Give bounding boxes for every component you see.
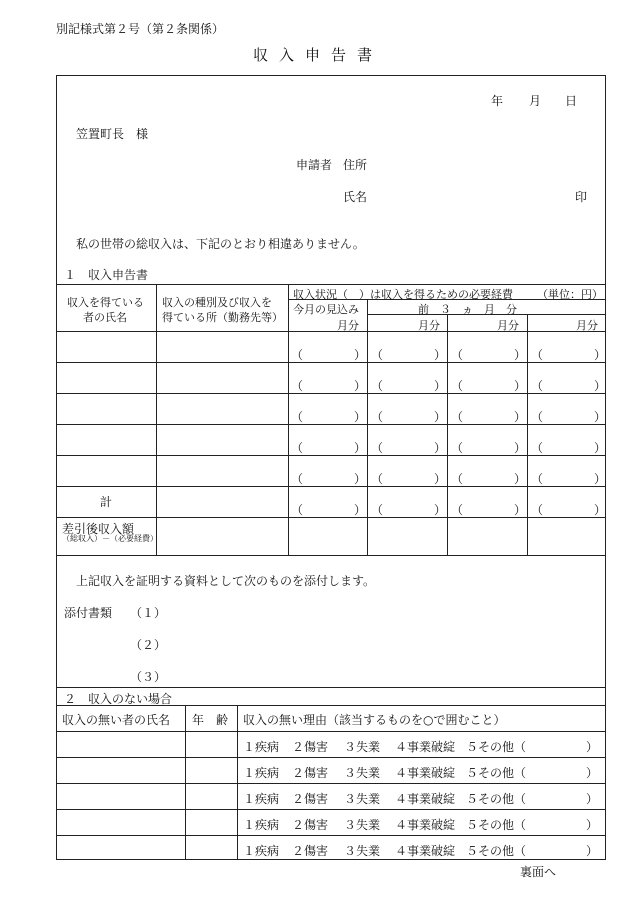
net-income-label: 差引後収入額 (62, 522, 135, 536)
applicant-label: 申請者 (296, 158, 333, 172)
reason-option[interactable]: ２傷害 (292, 792, 329, 806)
reason-option[interactable]: ３失業 (344, 740, 381, 754)
paren-close: ） (354, 379, 367, 393)
reason-paren-close: ） (586, 844, 599, 858)
attachment-item-3: （３） (130, 670, 167, 684)
reason-option[interactable]: １疾病 (243, 740, 280, 754)
reason-option[interactable]: ２傷害 (292, 818, 329, 832)
grid-line (56, 783, 606, 784)
paren-open: （ (371, 348, 384, 362)
paren-open: （ (531, 472, 544, 486)
prev-month-1-unit: 月分 (418, 319, 440, 332)
paren-close: ） (354, 348, 367, 362)
paren-close: ） (514, 379, 527, 393)
paren-open: （ (451, 348, 464, 362)
paren-close: ） (354, 472, 367, 486)
paren-close: ） (594, 410, 607, 424)
paren-open: （ (371, 472, 384, 486)
col-type-header-line1: 収入の種別及び収入を (162, 296, 272, 309)
paren-open: （ (371, 410, 384, 424)
paren-close: ） (434, 503, 447, 517)
attachment-statement: 上記収入を証明する資料として次のものを添付します。 (76, 574, 376, 588)
paren-open: （ (291, 503, 304, 517)
paren-close: ） (514, 503, 527, 517)
paren-open: （ (291, 379, 304, 393)
paren-open: （ (531, 503, 544, 517)
grid-line (56, 809, 606, 810)
paren-close: ） (594, 441, 607, 455)
paren-close: ） (434, 441, 447, 455)
reason-option[interactable]: １疾病 (243, 844, 280, 858)
paren-open: （ (531, 410, 544, 424)
section1-heading: １ 収入申告書 (64, 268, 149, 282)
reason-option[interactable]: ５その他（ (466, 844, 527, 858)
paren-close: ） (354, 441, 367, 455)
reason-option[interactable]: ３失業 (344, 818, 381, 832)
reason-option[interactable]: ５その他（ (466, 818, 527, 832)
reason-option[interactable]: ２傷害 (292, 766, 329, 780)
paren-close: ） (514, 410, 527, 424)
reason-option[interactable]: ３失業 (344, 792, 381, 806)
paren-open: （ (531, 441, 544, 455)
paren-close: ） (514, 348, 527, 362)
no-income-name-header: 収入の無い者の氏名 (62, 713, 171, 727)
grid-line (56, 757, 606, 758)
paren-close: ） (434, 472, 447, 486)
paren-close: ） (434, 410, 447, 424)
attachment-item-1: （１） (130, 606, 167, 620)
paren-open: （ (291, 441, 304, 455)
reason-option[interactable]: ４事業破綻 (395, 766, 456, 780)
grid-line (237, 705, 238, 859)
reason-option[interactable]: １疾病 (243, 792, 280, 806)
grid-line (56, 555, 606, 556)
prev-month-3-unit: 月分 (576, 319, 598, 332)
paren-close: ） (434, 379, 447, 393)
grid-line (156, 284, 157, 555)
paren-open: （ (531, 348, 544, 362)
section2-heading: ２ 収入のない場合 (64, 692, 173, 706)
statement: 私の世帯の総収入は、下記のとおり相違ありません。 (76, 237, 365, 251)
grid-line (288, 284, 289, 555)
attachment-item-2: （２） (130, 638, 167, 652)
address-label: 住所 (343, 158, 368, 172)
paren-close: ） (354, 503, 367, 517)
reason-paren-close: ） (586, 766, 599, 780)
col-name-header-line1: 収入を得ている (67, 296, 144, 309)
addressee: 笠置町長 様 (76, 127, 149, 141)
reason-option[interactable]: ５その他（ (466, 792, 527, 806)
reason-option[interactable]: ２傷害 (292, 844, 329, 858)
paren-open: （ (291, 348, 304, 362)
date-month-label: 月 (529, 94, 542, 108)
col-name-header-line2: 者の氏名 (83, 311, 127, 324)
page-title: 収入申告書 (253, 46, 384, 64)
grid-line (56, 731, 606, 732)
paren-open: （ (451, 410, 464, 424)
paren-open: （ (371, 503, 384, 517)
no-income-age-header: 年 齢 (192, 713, 229, 727)
paren-close: ） (514, 472, 527, 486)
reason-option[interactable]: ５その他（ (466, 740, 527, 754)
prev-month-2-unit: 月分 (497, 319, 519, 332)
net-income-note: （総収入）－（必要経費） (62, 534, 158, 543)
reason-option[interactable]: ３失業 (344, 766, 381, 780)
paren-open: （ (291, 472, 304, 486)
total-label: 計 (100, 495, 113, 509)
reason-option[interactable]: ５その他（ (466, 766, 527, 780)
col-type-header-line2: 得ている所（勤務先等） (162, 311, 283, 324)
attachment-label: 添付書類 (64, 606, 113, 620)
no-income-reason-header: 収入の無い理由（該当するものを○で囲むこと） (243, 713, 506, 727)
grid-line (56, 835, 606, 836)
seal-mark: 印 (575, 190, 588, 204)
date-year-label: 年 (491, 94, 504, 108)
grid-line (185, 705, 186, 859)
table1-top-border (56, 284, 606, 285)
reason-option[interactable]: ４事業破綻 (395, 740, 456, 754)
paren-close: ） (594, 503, 607, 517)
paren-open: （ (451, 472, 464, 486)
current-month-unit: 月分 (337, 319, 359, 332)
grid-line (447, 314, 448, 555)
paren-close: ） (514, 441, 527, 455)
reason-paren-close: ） (586, 818, 599, 832)
paren-open: （ (531, 379, 544, 393)
reason-option[interactable]: ２傷害 (292, 740, 329, 754)
paren-open: （ (451, 379, 464, 393)
paren-close: ） (594, 472, 607, 486)
previous-months-header: 前 ３ ヵ 月 分 (418, 303, 517, 316)
grid-line (527, 314, 528, 555)
reason-option[interactable]: ４事業破綻 (395, 818, 456, 832)
reason-option[interactable]: １疾病 (243, 818, 280, 832)
reason-option[interactable]: １疾病 (243, 766, 280, 780)
next-page-note: 裏面へ (520, 865, 557, 879)
paren-close: ） (354, 410, 367, 424)
paren-open: （ (451, 503, 464, 517)
income-status-header: 収入状況（ ）は収入を得るための必要経費 (293, 288, 513, 301)
unit-label: （単位：円） (537, 288, 603, 301)
grid-line (367, 299, 368, 555)
section2-top-border (56, 687, 606, 688)
paren-close: ） (594, 379, 607, 393)
paren-close: ） (594, 348, 607, 362)
grid-line (56, 331, 606, 332)
reason-option[interactable]: ３失業 (344, 844, 381, 858)
paren-open: （ (371, 379, 384, 393)
paren-close: ） (434, 348, 447, 362)
reason-option[interactable]: ４事業破綻 (395, 792, 456, 806)
form-number: 別記様式第２号（第２条関係） (56, 22, 225, 36)
grid-line (56, 705, 606, 706)
paren-open: （ (451, 441, 464, 455)
paren-open: （ (291, 410, 304, 424)
name-label: 氏名 (343, 190, 368, 204)
current-month-header: 今月の見込み (293, 303, 359, 316)
paren-open: （ (371, 441, 384, 455)
reason-paren-close: ） (586, 740, 599, 754)
date-day-label: 日 (565, 94, 578, 108)
reason-option[interactable]: ４事業破綻 (395, 844, 456, 858)
reason-paren-close: ） (586, 792, 599, 806)
